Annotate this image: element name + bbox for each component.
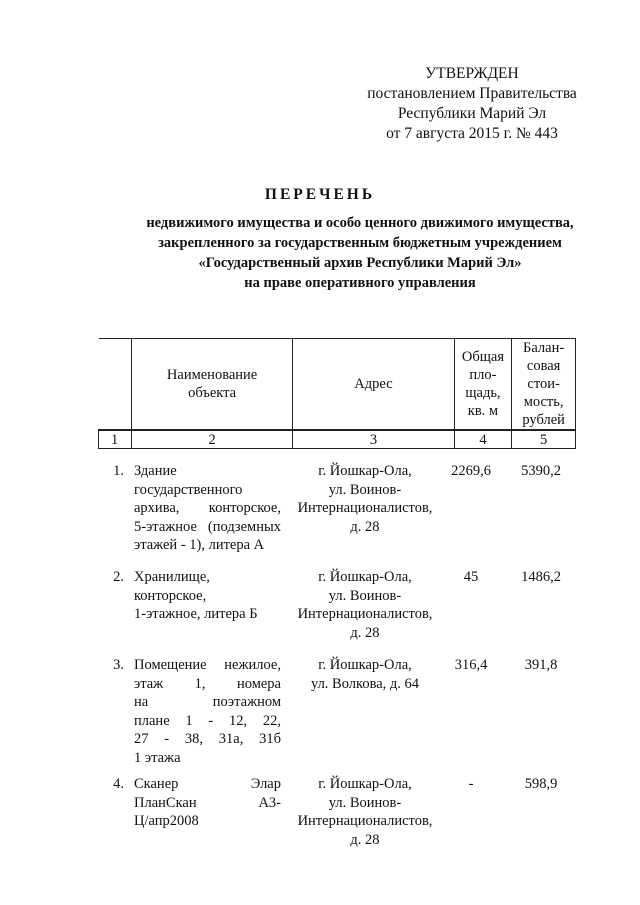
row-number: 2. bbox=[113, 569, 124, 585]
object-cost: 1486,2 bbox=[521, 569, 561, 585]
column-number: 3 bbox=[293, 430, 454, 449]
object-cost: 5390,2 bbox=[521, 463, 561, 479]
object-address: г. Йошкар-Ола, ул. Волкова, д. 64 bbox=[310, 657, 420, 692]
row-number: 4. bbox=[113, 776, 124, 792]
object-name: Помещение нежилое, этаж 1, номера на поэтажном плане 1 - 12, 22, 27 - 38, 31а, 31б 1 этажа bbox=[134, 657, 281, 766]
object-cost: 391,8 bbox=[524, 657, 558, 673]
object-name: Здание государственного архива, конторское, 5-этажное (подземных этажей - 1), литера А bbox=[134, 463, 281, 554]
approval-heading: УТВЕРЖДЕН bbox=[425, 65, 519, 82]
column-number: 5 bbox=[512, 430, 576, 449]
header-address: Адрес bbox=[293, 339, 454, 431]
object-area: 316,4 bbox=[454, 657, 488, 673]
row-number: 1. bbox=[113, 463, 124, 479]
header-area: Общая пло- щадь, кв. м bbox=[454, 339, 512, 431]
subtitle-line: «Государственный архив Республики Марий Эл» bbox=[198, 255, 522, 271]
object-address: г. Йошкар-Ола, ул. Воинов- Интернационалистов, д. 28 bbox=[297, 569, 433, 641]
column-number: 4 bbox=[454, 430, 512, 449]
header-cell-index bbox=[99, 339, 132, 431]
column-number: 1 bbox=[99, 430, 132, 449]
approval-block bbox=[362, 64, 582, 144]
object-name: Хранилище, конторское, 1-этажное, литера Б bbox=[134, 569, 258, 623]
document-subtitle bbox=[90, 213, 630, 293]
approval-republic: Республики Марий Эл bbox=[397, 105, 547, 122]
object-address: г. Йошкар-Ола, ул. Воинов- Интернационалистов, д. 28 bbox=[297, 463, 433, 535]
object-area: - bbox=[468, 776, 474, 792]
approval-date: от 7 августа 2015 г. № 443 bbox=[386, 125, 558, 142]
subtitle-line: закрепленного за государственным бюджетным учреждением bbox=[158, 235, 562, 251]
document-title: ПЕРЕЧЕНЬ bbox=[264, 186, 376, 203]
header-cost: Балан- совая стои- мость, рублей bbox=[512, 339, 576, 431]
object-address: г. Йошкар-Ола, ул. Воинов- Интернационалистов, д. 28 bbox=[297, 776, 433, 848]
object-area: 2269,6 bbox=[451, 463, 491, 479]
subtitle-line: на праве оперативного управления bbox=[244, 275, 476, 291]
object-name: Сканер Элар ПланСкан А3- Ц/апр2008 bbox=[134, 776, 281, 830]
column-number: 2 bbox=[131, 430, 292, 449]
object-cost: 598,9 bbox=[524, 776, 558, 792]
property-table-header bbox=[98, 338, 576, 449]
approval-decree: постановлением Правительства bbox=[367, 85, 577, 102]
subtitle-line: недвижимого имущества и особо ценного движимого имущества, bbox=[146, 215, 574, 231]
row-number: 3. bbox=[113, 657, 124, 673]
header-name: Наименование объекта bbox=[131, 339, 292, 431]
object-area: 45 bbox=[463, 569, 479, 585]
